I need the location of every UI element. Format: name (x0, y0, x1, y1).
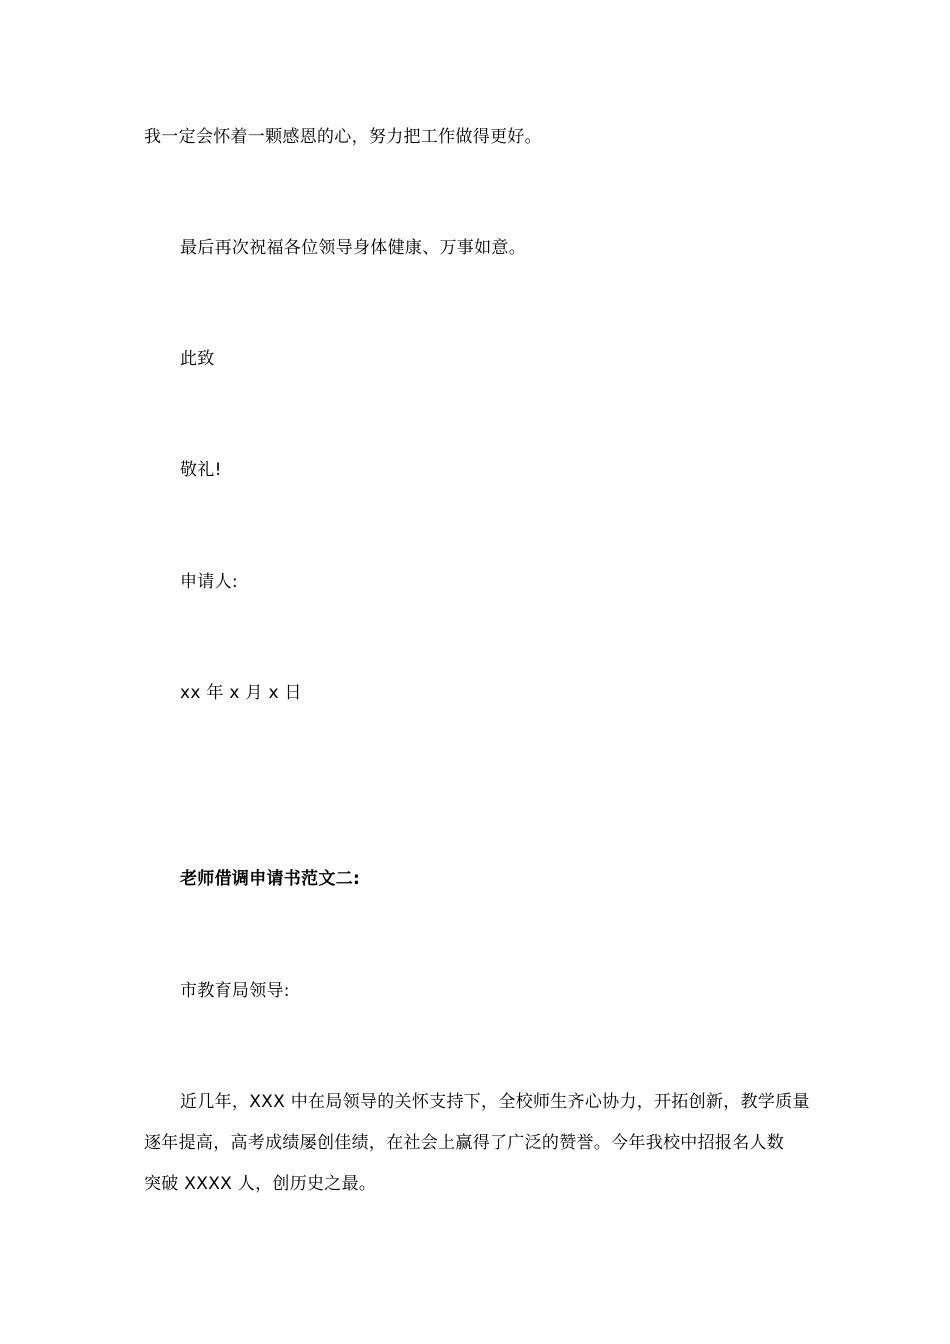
body-paragraph-line-1: 近几年，XXX 中在局领导的关怀支持下，全校师生齐心协力，开拓创新，教学质量 (180, 1092, 810, 1112)
date-line: xx 年 x 月 x 日 (180, 683, 302, 703)
body-paragraph (144, 1082, 816, 1205)
addressee-line: 市教育局领导: (180, 981, 290, 1001)
body-paragraph-line-3: 突破 XXXX 人，创历史之最。 (144, 1174, 377, 1194)
salutation-ci-zhi: 此致 (180, 349, 215, 369)
closing-gratitude-line: 我一定会怀着一颗感恩的心，努力把工作做得更好。 (144, 127, 542, 147)
salutation-jing-li: 敬礼! (180, 460, 222, 480)
body-paragraph-line-2: 逐年提高，高考成绩屡创佳绩，在社会上赢得了广泛的赞誉。今年我校中招报名人数 (144, 1133, 785, 1153)
applicant-line: 申请人: (180, 572, 238, 592)
section-heading: 老师借调申请书范文二: (180, 869, 361, 889)
final-wish-line: 最后再次祝福各位领导身体健康、万事如意。 (180, 238, 526, 258)
